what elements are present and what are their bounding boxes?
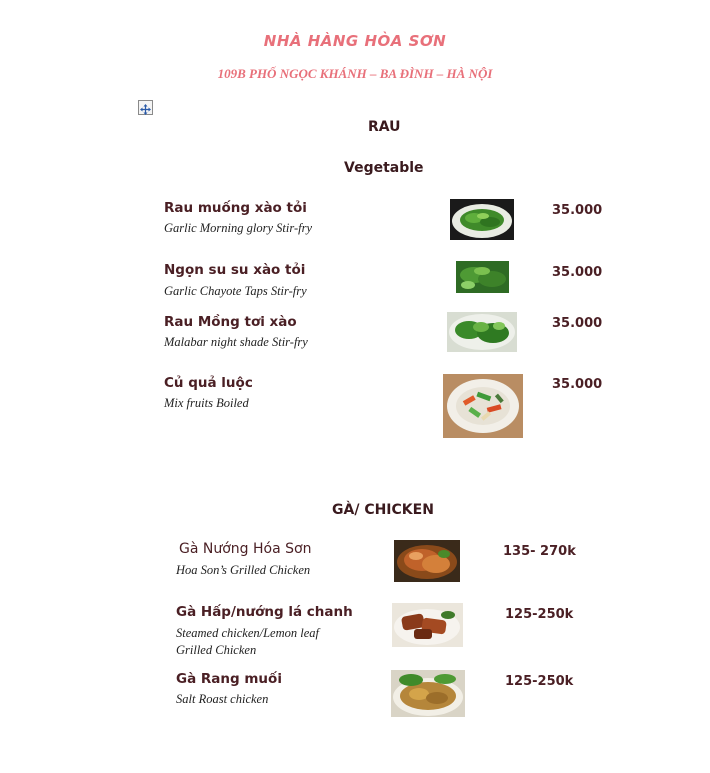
menu-item-description: Mix fruits Boiled (164, 396, 249, 410)
dish-photo-chayote (456, 261, 509, 293)
menu-item-name: Ngọn su su xào tỏi (164, 262, 306, 278)
restaurant-address: 109B PHỐ NGỌC KHÁNH – BA ĐÌNH – HÀ NỘI (217, 66, 493, 81)
menu-item-name: Củ quả luộc (164, 375, 253, 391)
dish-photo-morning-glory (450, 199, 514, 240)
dish-photo-salt-roast-chicken (391, 670, 465, 717)
menu-item-price: 125-250k (505, 607, 574, 622)
section-heading-vegetable: Vegetable (344, 160, 424, 176)
menu-item-description: Garlic Chayote Taps Stir-fry (164, 284, 307, 298)
menu-item-name: Gà Nướng Hóa Sơn (179, 541, 312, 557)
section-heading-chicken: GÀ/ CHICKEN (332, 502, 434, 518)
menu-item-description: Salt Roast chicken (176, 692, 269, 706)
menu-item-description: Malabar night shade Stir-fry (164, 335, 308, 349)
menu-item-name: Rau muống xào tỏi (164, 200, 307, 216)
menu-item-description: Steamed chicken/Lemon leaf (176, 626, 320, 640)
menu-item-name: Gà Rang muối (176, 671, 282, 687)
menu-item-price: 35.000 (552, 265, 603, 280)
menu-item-price: 125-250k (505, 674, 574, 689)
dish-photo-mixed-vegetables (443, 374, 523, 438)
restaurant-name: NHÀ HÀNG HÒA SƠN (263, 32, 447, 50)
menu-item-description-line2: Grilled Chicken (176, 643, 257, 657)
move-arrows-icon[interactable] (138, 100, 153, 115)
menu-item-price: 35.000 (552, 203, 603, 218)
menu-item-description: Hoa Son’s Grilled Chicken (176, 563, 311, 577)
dish-photo-malabar-spinach (447, 312, 517, 352)
dish-photo-lemon-leaf-chicken (392, 603, 463, 647)
menu-item-name: Rau Mồng tơi xào (164, 314, 297, 330)
dish-photo-grilled-chicken (394, 540, 460, 582)
menu-item-price: 35.000 (552, 377, 603, 392)
menu-item-description: Garlic Morning glory Stir-fry (164, 221, 313, 235)
menu-item-price: 135- 270k (503, 544, 576, 559)
menu-item-price: 35.000 (552, 316, 603, 331)
section-heading-rau: RAU (368, 119, 401, 135)
menu-item-name: Gà Hấp/nướng lá chanh (176, 604, 353, 620)
